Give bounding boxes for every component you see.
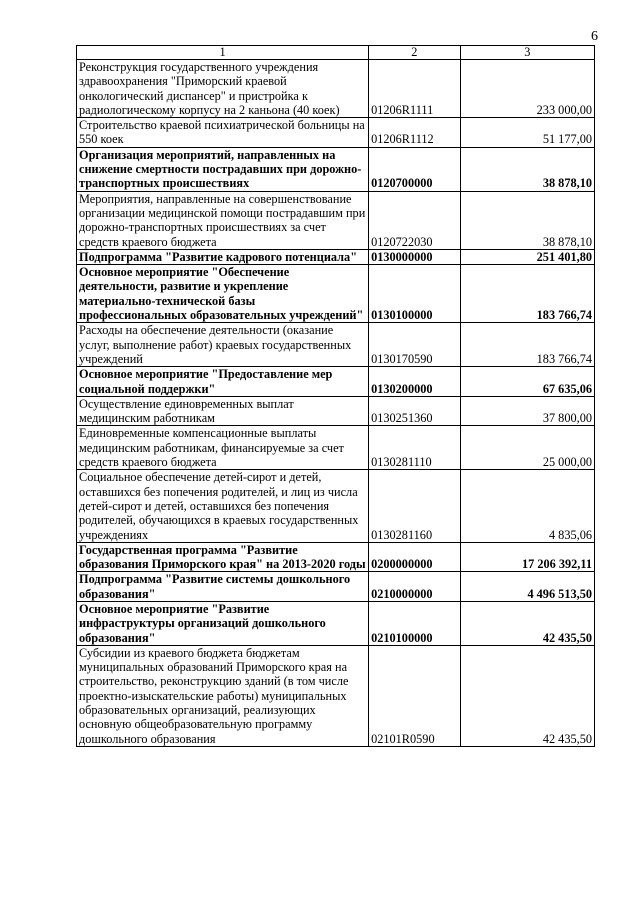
row-code-cell: 02101R0590 [369, 645, 461, 746]
row-amount-cell: 42 435,50 [460, 601, 594, 645]
table-row [77, 426, 595, 470]
row-amount-cell: 183 766,74 [460, 265, 594, 323]
row-amount-cell: 37 800,00 [460, 396, 594, 426]
table-row [77, 60, 595, 118]
row-code-cell: 0120722030 [369, 191, 461, 249]
table-row [77, 542, 595, 572]
table-row [77, 470, 595, 542]
row-amount-cell: 42 435,50 [460, 645, 594, 746]
row-name-cell: Мероприятия, направленные на совершенствование организации медицинской помощи пострадавшим при дорожно-транспортных происшествиях за счет средств краевого бюджета [77, 191, 369, 249]
table-row [77, 323, 595, 367]
row-code-cell: 0210000000 [369, 572, 461, 602]
row-name-cell: Единовременные компенсационные выплаты медицинским работникам, финансируемые за счет средств краевого бюджета [77, 426, 369, 470]
row-code-cell: 01206R1112 [369, 118, 461, 148]
row-amount-cell: 233 000,00 [460, 60, 594, 118]
table-row [77, 367, 595, 397]
row-name-cell: Основное мероприятие "Развитие инфраструктуры организаций дошкольного образования" [77, 601, 369, 645]
row-amount-cell: 4 496 513,50 [460, 572, 594, 602]
row-name-cell: Основное мероприятие "Обеспечение деятельности, развитие и укрепление материально-технической базы профессиональных образовательных учреждений" [77, 265, 369, 323]
row-name-cell: Осуществление единовременных выплат медицинским работникам [77, 396, 369, 426]
row-name-cell: Расходы на обеспечение деятельности (оказание услуг, выполнение работ) краевых государственных учреждений [77, 323, 369, 367]
row-amount-cell: 183 766,74 [460, 323, 594, 367]
table-row [77, 572, 595, 602]
row-name-cell: Подпрограмма "Развитие кадрового потенциала" [77, 249, 369, 264]
row-code-cell: 0210100000 [369, 601, 461, 645]
row-amount-cell: 17 206 392,11 [460, 542, 594, 572]
row-code-cell: 0130200000 [369, 367, 461, 397]
row-code-cell: 0120700000 [369, 147, 461, 191]
row-name-cell: Субсидии из краевого бюджета бюджетам муниципальных образований Приморского края на строительство, реконструкцию зданий (в том числе проектно-изыскательские работы) муниципальных образовательных организаций, реализующих основную общеобразовательную программу дошкольного образования [77, 645, 369, 746]
header-col-2: 2 [369, 46, 461, 60]
row-code-cell: 0130170590 [369, 323, 461, 367]
table-row [77, 601, 595, 645]
budget-table [76, 45, 595, 747]
row-code-cell: 0130100000 [369, 265, 461, 323]
row-amount-cell: 51 177,00 [460, 118, 594, 148]
row-code-cell: 0130000000 [369, 249, 461, 264]
row-name-cell: Строительство краевой психиатрической больницы на 550 коек [77, 118, 369, 148]
row-amount-cell: 4 835,06 [460, 470, 594, 542]
table-row [77, 147, 595, 191]
row-name-cell: Социальное обеспечение детей-сирот и детей, оставшихся без попечения родителей, и лиц из числа детей-сирот и детей, оставшихся без попечения родителей, обучающихся в краевых государственных учреждениях [77, 470, 369, 542]
row-amount-cell: 67 635,06 [460, 367, 594, 397]
row-code-cell: 0200000000 [369, 542, 461, 572]
row-amount-cell: 38 878,10 [460, 147, 594, 191]
row-amount-cell: 251 401,80 [460, 249, 594, 264]
table-row [77, 191, 595, 249]
row-amount-cell: 25 000,00 [460, 426, 594, 470]
table-header-row [77, 46, 595, 60]
table-row [77, 645, 595, 746]
table-row [77, 265, 595, 323]
header-col-1: 1 [77, 46, 369, 60]
row-name-cell: Реконструкция государственного учреждения здравоохранения "Приморский краевой онкологический диспансер" и пристройка к радиологическому корпусу на 2 каньона (40 коек) [77, 60, 369, 118]
row-code-cell: 0130281110 [369, 426, 461, 470]
row-name-cell: Организация мероприятий, направленных на снижение смертности пострадавших при дорожно-транспортных происшествиях [77, 147, 369, 191]
table-row [77, 249, 595, 264]
table-row [77, 396, 595, 426]
row-name-cell: Подпрограмма "Развитие системы дошкольного образования" [77, 572, 369, 602]
row-amount-cell: 38 878,10 [460, 191, 594, 249]
page-number: 6 [591, 29, 598, 44]
row-name-cell: Основное мероприятие "Предоставление мер социальной поддержки" [77, 367, 369, 397]
row-code-cell: 0130281160 [369, 470, 461, 542]
row-code-cell: 0130251360 [369, 396, 461, 426]
table-row [77, 118, 595, 148]
row-name-cell: Государственная программа "Развитие образования Приморского края" на 2013-2020 годы [77, 542, 369, 572]
header-col-3: 3 [460, 46, 594, 60]
row-code-cell: 01206R1111 [369, 60, 461, 118]
